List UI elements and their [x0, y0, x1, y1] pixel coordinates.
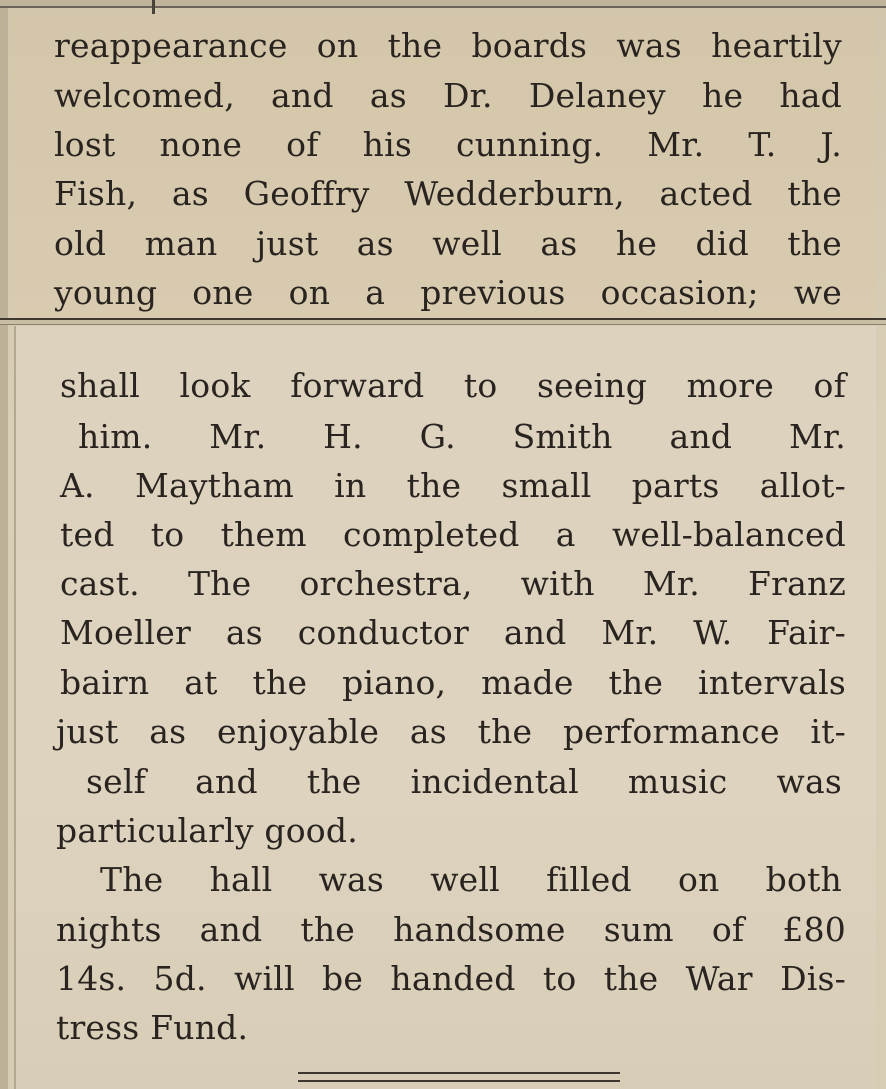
article-line: just as enjoyable as the performance it- — [56, 712, 846, 751]
article-line: shall look forward to seeing more of — [60, 366, 846, 405]
article-line: young one on a previous occasion; we — [54, 273, 842, 312]
article-line: tress Fund. — [56, 1008, 249, 1047]
clipping-left-edge — [0, 0, 8, 1089]
article-line: The hall was well filled on both — [100, 860, 842, 899]
article-line: self and the incidental music was — [86, 762, 842, 801]
article-line: ted to them completed a well-balanced — [60, 515, 846, 554]
article-line: welcomed, and as Dr. Delaney he had — [54, 76, 842, 115]
article-line: bairn at the piano, made the intervals — [60, 663, 846, 702]
article-line: 14s. 5d. will be handed to the War Dis- — [56, 959, 846, 998]
article-line: Moeller as conductor and Mr. W. Fair- — [60, 613, 846, 652]
article-line: lost none of his cunning. Mr. T. J. — [54, 125, 842, 164]
article-line: nights and the handsome sum of £80 — [56, 910, 846, 949]
article-line: old man just as well as he did the — [54, 224, 842, 263]
article-line: reappearance on the boards was heartily — [54, 26, 842, 65]
article-line: particularly good. — [56, 811, 358, 850]
article-line: him. Mr. H. G. Smith and Mr. — [78, 417, 846, 456]
closing-rule-upper — [298, 1072, 620, 1074]
top-column-rule — [0, 0, 886, 8]
clipping-divider-rule — [0, 318, 886, 325]
closing-rule-lower — [298, 1080, 620, 1082]
article-line: A. Maytham in the small parts allot- — [60, 466, 846, 505]
article-line: Fish, as Geoffry Wedderburn, acted the — [54, 174, 842, 213]
article-line: cast. The orchestra, with Mr. Franz — [60, 564, 846, 603]
